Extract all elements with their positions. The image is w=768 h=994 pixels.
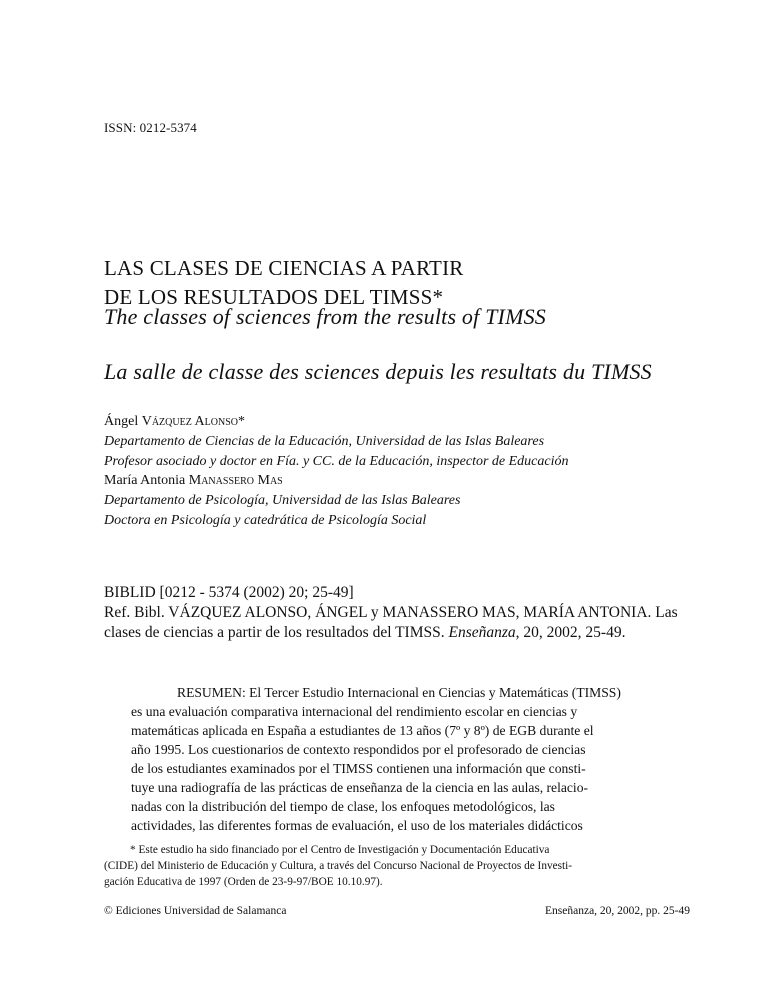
abstract-line: actividades, las diferentes formas de evaluación, el uso de los materiales didácticos	[131, 818, 583, 833]
author-2-given: María Antonia	[104, 473, 189, 489]
journal-name: Enseñanza	[448, 624, 516, 641]
ref-bibl-line-1: Ref. Bibl. VÁZQUEZ ALONSO, ÁNGEL y MANASSERO MAS, MARÍA ANTONIA. Las	[104, 604, 678, 621]
ref-suffix: , 20, 2002, 25-49.	[515, 624, 626, 641]
author-1	[104, 412, 569, 432]
author-2-position: Doctora en Psicología y catedrática de Psicología Social	[104, 512, 427, 528]
author-2-affiliation: Departamento de Psicología, Universidad de las Islas Baleares	[104, 493, 461, 509]
abstract-line: de los estudiantes examinados por el TIMSS contienen una información que consti-	[131, 761, 586, 776]
title-line-2: DE LOS RESULTADOS DEL TIMSS*	[104, 285, 444, 309]
abstract-line: año 1995. Los cuestionarios de contexto respondidos por el profesorado de ciencias	[131, 742, 586, 757]
title-french: La salle de classe des sciences depuis les resultats du TIMSS	[104, 359, 652, 384]
abstract-line: es una evaluación comparativa internacional del rendimiento escolar en ciencias y	[131, 704, 578, 719]
authors-block	[104, 412, 569, 531]
footnote	[104, 842, 732, 890]
title-line-1: LAS CLASES DE CIENCIAS A PARTIR	[104, 256, 464, 280]
journal-page-ref: Enseñanza, 20, 2002, pp. 25-49	[545, 905, 690, 917]
citation-block	[104, 583, 744, 643]
author-1-given: Ángel	[104, 414, 142, 429]
abstract-line: matemáticas aplicada en España a estudiantes de 13 años (7º y 8º) de EGB durante el	[131, 723, 594, 738]
issn: ISSN: 0212-5374	[104, 120, 197, 135]
ref-text: clases de ciencias a partir de los resultados del TIMSS.	[104, 624, 449, 641]
footnote-line: gación Educativa de 1997 (Orden de 23-9-97/BOE 10.10.97).	[104, 876, 383, 888]
author-1-surname: Vázquez Alonso*	[141, 414, 245, 429]
author-2-surname: Manassero Mas	[188, 473, 283, 489]
title-english: The classes of sciences from the results of TIMSS	[104, 304, 547, 329]
footnote-line: (CIDE) del Ministerio de Educación y Cultura, a través del Concurso Nacional de Proyectos de Investi-	[104, 860, 573, 872]
footnote-line: * Este estudio ha sido financiado por el Centro de Investigación y Documentación Educativa	[130, 844, 550, 856]
publisher-copyright: © Ediciones Universidad de Salamanca	[104, 905, 287, 917]
author-2	[104, 471, 569, 491]
abstract	[131, 683, 735, 835]
abstract-line: nadas con la distribución del tiempo de clase, los enfoques metodológicos, las	[131, 799, 555, 814]
biblid: BIBLID [0212 - 5374 (2002) 20; 25-49]	[104, 584, 354, 601]
abstract-line: tuye una radiografía de las prácticas de enseñanza de la ciencia en las aulas, relacio-	[131, 780, 589, 795]
author-1-affiliation: Departamento de Ciencias de la Educación, Universidad de las Islas Baleares	[104, 433, 545, 449]
abstract-line: RESUMEN: El Tercer Estudio Internacional en Ciencias y Matemáticas (TIMSS)	[177, 685, 621, 700]
ref-bibl-line-2	[104, 623, 744, 643]
author-1-position: Profesor asociado y doctor en Fía. y CC. de la Educación, inspector de Educación	[104, 453, 569, 469]
